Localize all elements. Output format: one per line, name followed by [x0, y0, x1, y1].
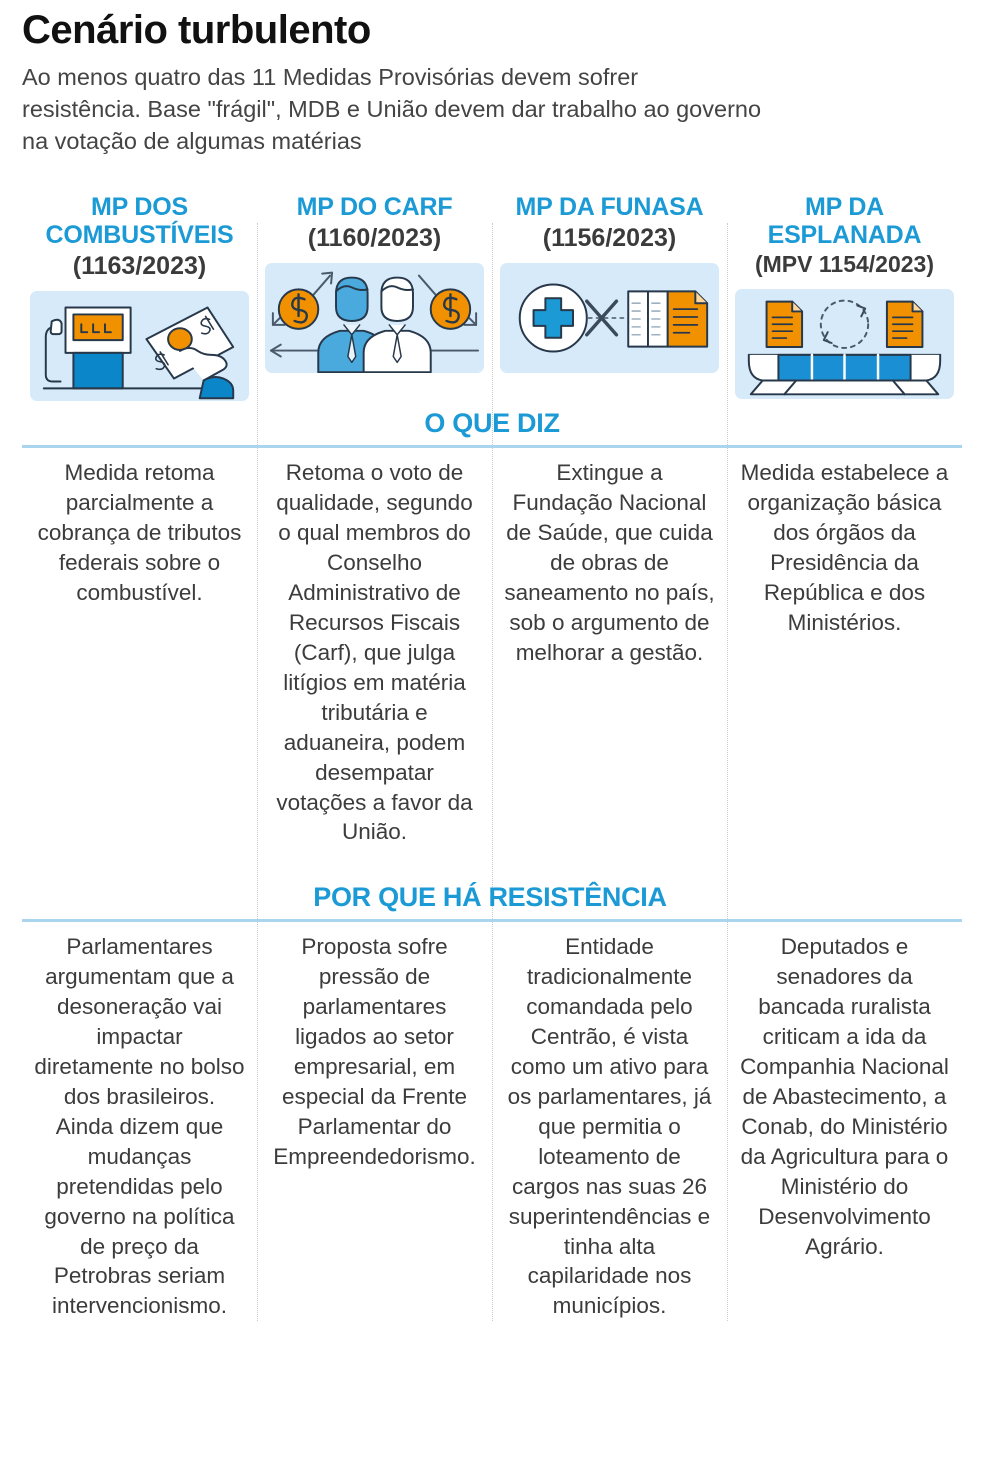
column-mp-carf	[257, 193, 492, 401]
what-it-says-cell: Medida estabelece a organização básica dos órgãos da Presidência da República e dos Ministérios.	[740, 460, 949, 635]
what-it-says-row	[22, 448, 962, 847]
column-number: (1156/2023)	[542, 224, 677, 253]
why-resistance-cell: Parlamentares argumentam que a desoneração vai impactar diretamente no bolso dos brasileiros. Ainda dizem que mudanças pretendidas pelo governo na política de preço da Petrobras seriam intervencionismo.	[34, 934, 245, 1319]
section-why-resistance-banner	[22, 865, 962, 919]
column-number: (MPV 1154/2023)	[754, 251, 934, 278]
section-what-it-says-banner	[22, 401, 962, 445]
why-resistance-cell: Entidade tradicionalmente comandada pelo Centrão, é vista como um ativo para os parlamentares, já que permitia o loteamento de cargos nas suas 26 superintendências e tinha alta capilaridade nos municípios.	[507, 934, 712, 1319]
what-it-says-cell: Medida retoma parcialmente a cobrança de tributos federais sobre o combustível.	[37, 460, 242, 606]
documents-swap-ministries-table-icon	[735, 289, 954, 399]
two-people-dollar-coins-icon	[265, 263, 484, 373]
section-label: O QUE DIZ	[424, 408, 560, 439]
why-resistance-row	[22, 922, 962, 1321]
column-mp-esplanada	[727, 193, 962, 401]
fuel-pump-money-icon	[30, 291, 249, 401]
column-title: MP DOS COMBUSTÍVEIS	[45, 193, 234, 250]
section-label: POR QUE HÁ RESISTÊNCIA	[313, 882, 667, 913]
why-resistance-cell: Proposta sofre pressão de parlamentares ligados ao setor empresarial, em especial da Frente Parlamentar do Empreendedorismo.	[273, 934, 476, 1169]
what-it-says-cell: Extingue a Fundação Nacional de Saúde, que cuida de obras de saneamento no país, sob o argumento de melhorar a gestão.	[504, 460, 715, 665]
column-number: (1160/2023)	[307, 224, 442, 253]
page-subtitle: Ao menos quatro das 11 Medidas Provisórias devem sofrer resistência. Base "frágil", MDB e União devem dar trabalho ao governo na votação de algumas matérias	[22, 63, 762, 155]
infographic-header	[0, 0, 984, 157]
column-title: MP DA ESPLANADA	[767, 193, 922, 250]
column-mp-combustiveis	[22, 193, 257, 401]
column-headers-row	[22, 193, 962, 401]
health-cross-cancelled-documents-icon	[500, 263, 719, 373]
column-title: MP DO CARF	[296, 193, 453, 222]
column-mp-funasa	[492, 193, 727, 401]
page-title: Cenário turbulento	[22, 8, 371, 52]
what-it-says-cell: Retoma o voto de qualidade, segundo o qual membros do Conselho Administrativo de Recursos Fiscais (Carf), que julga litígios em matéria tributária e aduaneira, podem desempatar votações a favor da União.	[276, 460, 473, 845]
why-resistance-cell: Deputados e senadores da bancada ruralista criticam a ida da Companhia Nacional de Abastecimento, a Conab, do Ministério da Agricultura para o Ministério do Desenvolvimento Agrário.	[740, 934, 949, 1259]
column-title: MP DA FUNASA	[515, 193, 704, 222]
mp-comparison-grid	[22, 193, 962, 1321]
column-number: (1163/2023)	[72, 252, 207, 281]
